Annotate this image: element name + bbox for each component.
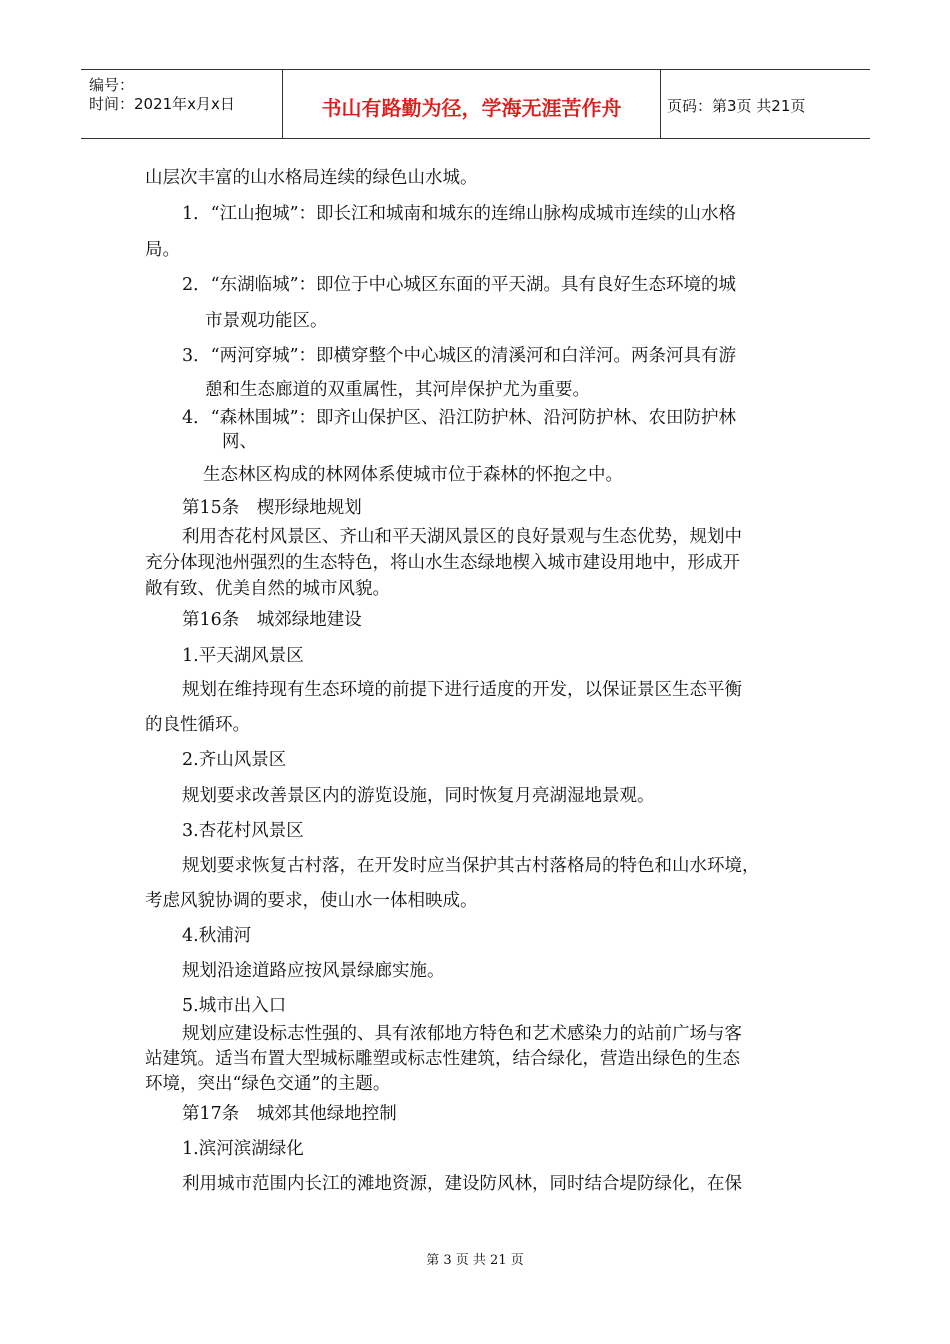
article-heading: 第16条 城郊绿地建设 bbox=[182, 610, 362, 630]
motto-text: 书山有路勤为径，学海无涯苦作舟 bbox=[321, 96, 622, 120]
body-line: 规划要求恢复古村落，在开发时应当保护其古村落格局的特色和山水环境， bbox=[182, 856, 760, 876]
number-label: 编号： bbox=[89, 76, 135, 94]
body-line: 规划在维持现有生态环境的前提下进行适度的开发，以保证景区生态平衡 bbox=[182, 680, 742, 700]
section-heading: 4.秋浦河 bbox=[182, 926, 252, 946]
time-label: 时间：2021年x月x日 bbox=[89, 95, 235, 113]
body-line: 3．“两河穿城”：即横穿整个中心城区的清溪河和白洋河。两条河具有游 bbox=[182, 346, 737, 366]
body-line: 考虑风貌协调的要求，使山水一体相映成。 bbox=[145, 891, 478, 911]
header-left-cell bbox=[81, 70, 283, 138]
body-line: 4．“森林围城”：即齐山保护区、沿江防护林、沿河防护林、农田防护林 bbox=[182, 408, 737, 428]
body-line: 网、 bbox=[222, 432, 257, 452]
body-line: 站建筑。适当布置大型城标雕塑或标志性建筑，结合绿化，营造出绿色的生态 bbox=[145, 1049, 740, 1069]
body-line: 2．“东湖临城”：即位于中心城区东面的平天湖。具有良好生态环境的城 bbox=[182, 275, 737, 295]
body-line: 环境，突出“绿色交通”的主题。 bbox=[145, 1074, 391, 1094]
header-middle-cell bbox=[283, 70, 661, 138]
section-heading: 2.齐山风景区 bbox=[182, 750, 287, 770]
section-heading: 1.滨河滨湖绿化 bbox=[182, 1139, 304, 1159]
body-line: 规划沿途道路应按风景绿廊实施。 bbox=[182, 961, 445, 981]
article-heading: 第15条 楔形绿地规划 bbox=[182, 498, 362, 518]
body-line: 规划要求改善景区内的游览设施，同时恢复月亮湖湿地景观。 bbox=[182, 786, 655, 806]
body-line: 利用杏花村风景区、齐山和平天湖风景区的良好景观与生态优势，规划中 bbox=[182, 527, 742, 547]
body-line: 生态林区构成的林网体系使城市位于森林的怀抱之中。 bbox=[203, 465, 623, 485]
section-heading: 3.杏花村风景区 bbox=[182, 821, 304, 841]
body-line: 局。 bbox=[145, 240, 180, 260]
body-line: 充分体现池州强烈的生态特色，将山水生态绿地楔入城市建设用地中，形成开 bbox=[145, 553, 740, 573]
header-right-cell bbox=[661, 70, 870, 138]
body-line: 憩和生态廊道的双重属性，其河岸保护尤为重要。 bbox=[205, 380, 590, 400]
body-line: 规划应建设标志性强的、具有浓郁地方特色和艺术感染力的站前广场与客 bbox=[182, 1024, 742, 1044]
body-line: 市景观功能区。 bbox=[205, 311, 328, 331]
body-line: 的良性循环。 bbox=[145, 715, 250, 735]
page-footer: 第 3 页 共 21 页 bbox=[426, 1253, 524, 1268]
body-line: 1．“江山抱城”：即长江和城南和城东的连绵山脉构成城市连续的山水格 bbox=[182, 204, 737, 224]
page-info: 页码：第3页 共21页 bbox=[667, 97, 806, 115]
body-line: 利用城市范围内长江的滩地资源，建设防风林，同时结合堤防绿化，在保 bbox=[182, 1174, 742, 1194]
body-line: 山层次丰富的山水格局连续的绿色山水城。 bbox=[145, 168, 478, 188]
section-heading: 1.平天湖风景区 bbox=[182, 646, 304, 666]
body-line: 敞有致、优美自然的城市风貌。 bbox=[145, 579, 390, 599]
article-heading: 第17条 城郊其他绿地控制 bbox=[182, 1104, 397, 1124]
page-header bbox=[81, 69, 870, 139]
section-heading: 5.城市出入口 bbox=[182, 996, 287, 1016]
